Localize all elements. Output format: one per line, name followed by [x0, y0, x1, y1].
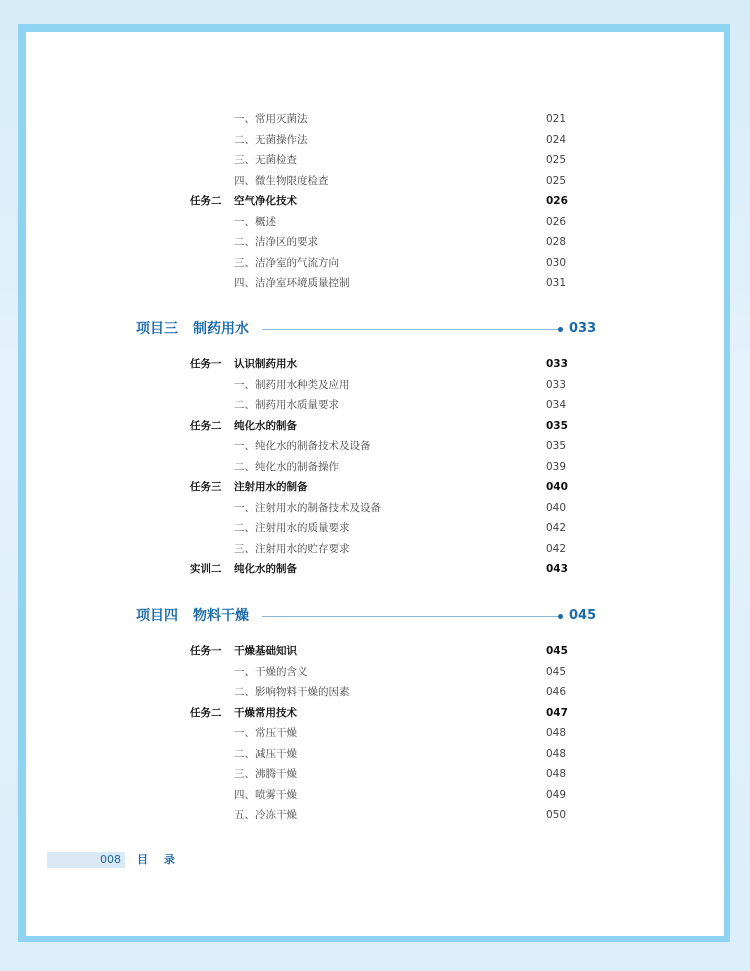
entry-title: 一、纯化水的制备技术及设备 [234, 440, 371, 452]
toc-item-row[interactable] [26, 805, 724, 825]
entry-page-number: 043 [546, 563, 568, 575]
entry-page-number: 028 [546, 236, 567, 248]
toc-item-row[interactable] [26, 130, 724, 150]
project-title: 制药用水 [193, 321, 249, 337]
entry-title: 二、制药用水质量要求 [234, 399, 339, 411]
toc-item-row[interactable] [26, 253, 724, 273]
leader-line [262, 616, 560, 617]
leader-dot [558, 614, 563, 619]
entry-title: 纯化水的制备 [234, 563, 297, 575]
entry-page-number: 046 [546, 686, 567, 698]
toc-page [26, 32, 724, 936]
toc-item-row[interactable] [26, 171, 724, 191]
entry-title: 三、洁净室的气流方向 [234, 256, 339, 269]
entry-page-number: 033 [546, 358, 568, 370]
toc-task-row[interactable] [26, 641, 724, 661]
toc-item-row[interactable] [26, 518, 724, 538]
toc-item-row[interactable] [26, 436, 724, 456]
entry-page-number: 035 [546, 419, 568, 432]
task-label: 任务三 [190, 481, 222, 493]
task-label: 任务二 [190, 706, 222, 719]
task-label: 任务一 [190, 358, 222, 370]
toc-item-row[interactable] [26, 150, 724, 170]
entry-page-number: 031 [546, 277, 567, 289]
entry-page-number: 035 [546, 440, 567, 452]
leader-line [262, 329, 560, 330]
project-page-number: 033 [569, 321, 597, 336]
toc-task-row[interactable] [26, 559, 724, 579]
entry-title: 空气净化技术 [234, 195, 297, 207]
project-label: 项目三 [136, 321, 178, 337]
footer-title: 目 录 [137, 853, 181, 866]
toc-item-row[interactable] [26, 109, 724, 129]
entry-title: 一、注射用水的制备技术及设备 [234, 501, 381, 514]
project-page-number: 045 [569, 608, 597, 623]
leader-dot [558, 327, 563, 332]
entry-title: 二、减压干燥 [234, 747, 297, 760]
entry-title: 二、洁净区的要求 [234, 236, 318, 248]
entry-title: 三、沸腾干燥 [234, 768, 297, 780]
toc-item-row[interactable] [26, 785, 724, 805]
toc-item-row[interactable] [26, 232, 724, 252]
entry-page-number: 034 [546, 399, 567, 411]
project-heading[interactable] [26, 316, 724, 342]
task-label: 任务一 [190, 645, 222, 657]
task-label: 任务二 [190, 419, 222, 432]
entry-page-number: 042 [546, 522, 567, 534]
entry-page-number: 042 [546, 542, 567, 555]
toc-item-row[interactable] [26, 723, 724, 743]
entry-title: 一、常用灭菌法 [234, 113, 308, 125]
entry-page-number: 024 [546, 133, 567, 146]
toc-item-row[interactable] [26, 395, 724, 415]
toc-item-row[interactable] [26, 375, 724, 395]
entry-page-number: 047 [546, 706, 568, 719]
entry-page-number: 045 [546, 665, 567, 678]
entry-page-number: 048 [546, 727, 567, 739]
entry-page-number: 050 [546, 809, 567, 821]
project-title: 物料干燥 [193, 608, 249, 624]
entry-page-number: 039 [546, 460, 567, 473]
toc-task-row[interactable] [26, 477, 724, 497]
entry-page-number: 045 [546, 645, 568, 657]
entry-page-number: 040 [546, 481, 568, 493]
entry-page-number: 026 [546, 195, 568, 207]
entry-title: 三、注射用水的贮存要求 [234, 542, 350, 555]
entry-title: 二、无菌操作法 [234, 133, 308, 146]
toc-item-row[interactable] [26, 457, 724, 477]
entry-page-number: 021 [546, 113, 567, 125]
entry-title: 干燥基础知识 [234, 645, 297, 657]
task-label: 实训二 [190, 563, 222, 575]
entry-title: 认识制药用水 [234, 358, 297, 370]
entry-title: 一、概述 [234, 215, 276, 228]
toc-item-row[interactable] [26, 744, 724, 764]
task-label: 任务二 [190, 195, 222, 207]
entry-title: 二、纯化水的制备操作 [234, 460, 339, 473]
entry-title: 纯化水的制备 [234, 419, 297, 432]
toc-item-row[interactable] [26, 539, 724, 559]
entry-page-number: 033 [546, 378, 567, 391]
entry-title: 四、洁净室环境质量控制 [234, 277, 350, 289]
entry-page-number: 040 [546, 501, 567, 514]
project-heading[interactable] [26, 603, 724, 629]
entry-title: 干燥常用技术 [234, 706, 297, 719]
toc-item-row[interactable] [26, 764, 724, 784]
toc-task-row[interactable] [26, 354, 724, 374]
entry-page-number: 025 [546, 154, 567, 166]
toc-item-row[interactable] [26, 273, 724, 293]
entry-page-number: 049 [546, 788, 567, 801]
entry-page-number: 026 [546, 215, 567, 228]
footer-page-number: 008 [100, 853, 121, 866]
entry-title: 一、干燥的含义 [234, 665, 308, 678]
entry-page-number: 025 [546, 174, 567, 187]
toc-item-row[interactable] [26, 682, 724, 702]
toc-item-row[interactable] [26, 662, 724, 682]
project-label: 项目四 [136, 608, 178, 624]
entry-page-number: 048 [546, 768, 567, 780]
toc-task-row[interactable] [26, 416, 724, 436]
toc-item-row[interactable] [26, 498, 724, 518]
entry-title: 三、无菌检查 [234, 154, 297, 166]
toc-item-row[interactable] [26, 212, 724, 232]
entry-title: 一、常压干燥 [234, 727, 297, 739]
entry-page-number: 030 [546, 256, 567, 269]
entry-title: 四、微生物限度检查 [234, 174, 329, 187]
toc-task-row[interactable] [26, 191, 724, 211]
entry-title: 一、制药用水种类及应用 [234, 378, 350, 391]
entry-page-number: 048 [546, 747, 567, 760]
entry-title: 注射用水的制备 [234, 481, 308, 493]
entry-title: 二、影响物料干燥的因素 [234, 686, 350, 698]
entry-title: 四、喷雾干燥 [234, 788, 297, 801]
entry-title: 二、注射用水的质量要求 [234, 522, 350, 534]
entry-title: 五、冷冻干燥 [234, 809, 297, 821]
toc-task-row[interactable] [26, 703, 724, 723]
